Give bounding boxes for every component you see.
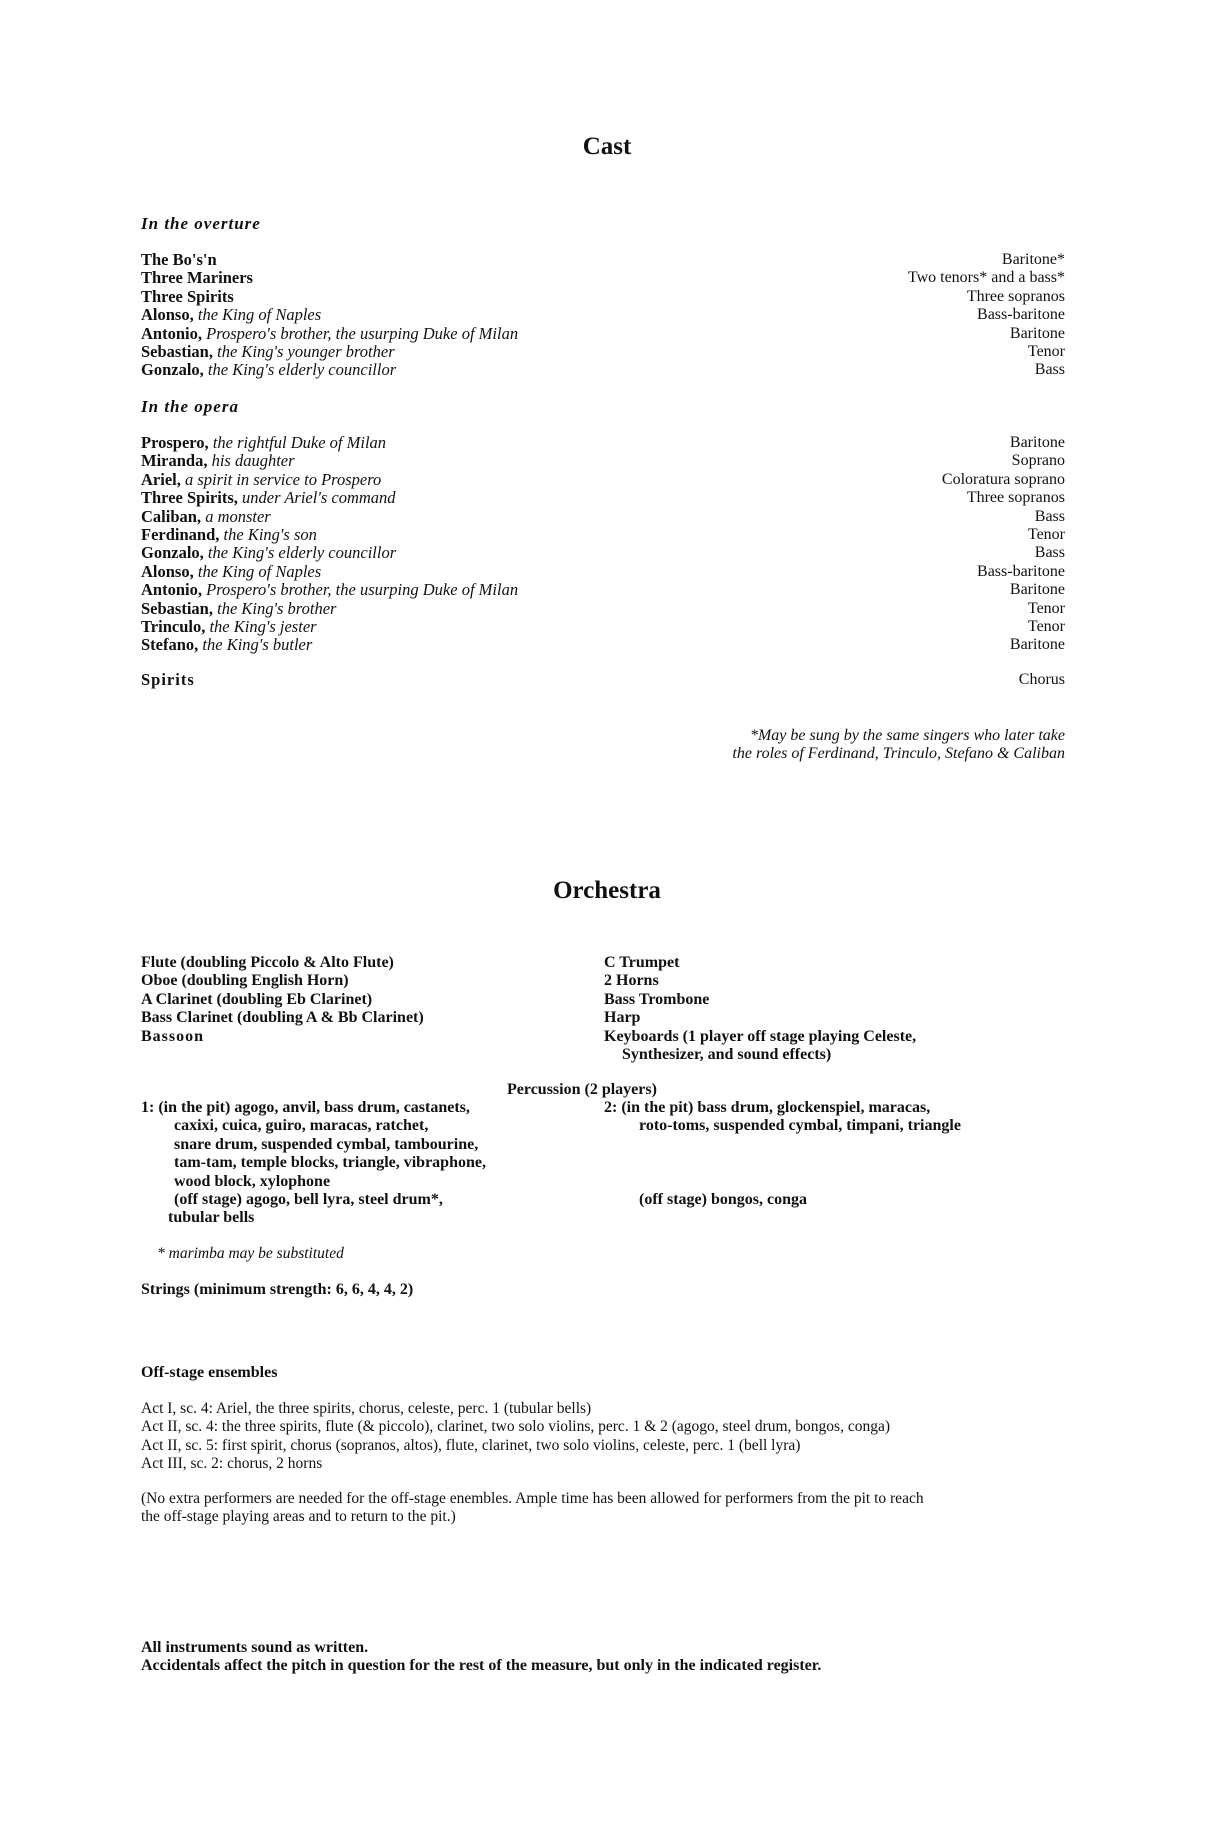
footer-notes [141, 1639, 821, 1676]
cast-row [141, 508, 1065, 526]
cast-footnote [565, 727, 1065, 764]
character-name: Three Spirits, [141, 488, 238, 508]
character-description: the King of Naples [197, 305, 322, 325]
voice-type: Three sopranos [966, 489, 1065, 507]
character-name: Sebastian, [141, 341, 213, 361]
offstage-line: Act II, sc. 4: the three spirits, flute (& piccolo), clarinet, two solo violins, perc. 1 & 2 (agogo, steel drum, bongos, conga) [141, 1418, 890, 1436]
strings-line: Strings (minimum strength: 6, 6, 4, 4, 2) [141, 1281, 414, 1298]
voice-type: Bass [1034, 507, 1065, 525]
cast-row [141, 618, 1065, 636]
percussion-line: tam-tam, temple blocks, triangle, vibraphone, [174, 1154, 486, 1172]
character-description: the King's younger brother [217, 341, 395, 361]
instrument-line: Keyboards (1 player off stage playing Celeste, [604, 1027, 917, 1045]
character-name: Gonzalo, [141, 360, 204, 380]
offstage-line: Act II, sc. 5: first spirit, chorus (sopranos, altos), flute, clarinet, two solo violins, celeste, perc. 1 (bell lyra) [141, 1436, 801, 1454]
cast-row [141, 325, 1065, 343]
voice-type: Tenor [1027, 599, 1065, 617]
percussion-line: caxixi, cuica, guiro, maracas, ratchet, [174, 1117, 429, 1135]
cast-row [141, 306, 1065, 324]
opera-cast-list [141, 434, 1065, 655]
character-name: Ariel, [141, 469, 181, 489]
cast-row [141, 288, 1065, 306]
cast-row [141, 343, 1065, 361]
percussion-2-offstage: (off stage) bongos, conga [639, 1191, 807, 1208]
character-description: the King's elderly councillor [207, 360, 397, 380]
character-name: Ferdinand, [141, 524, 220, 544]
offstage-line: Act I, sc. 4: Ariel, the three spirits, chorus, celeste, perc. 1 (tubular bells) [141, 1400, 592, 1417]
voice-type: Soprano [1011, 452, 1065, 470]
overture-label: In the overture [141, 214, 261, 233]
character-name: Alonso, [141, 305, 194, 325]
character-name: Trinculo, [141, 616, 206, 636]
character-description: a monster [205, 506, 271, 526]
instrument-line: Flute (doubling Piccolo & Alto Flute) [141, 954, 394, 971]
voice-type: Baritone [1009, 636, 1065, 654]
voice-type: Tenor [1027, 342, 1065, 360]
cast-row [141, 563, 1065, 581]
voice-type: Coloratura soprano [941, 470, 1065, 488]
brass-list [604, 954, 916, 1064]
percussion-1-list [141, 1099, 486, 1228]
cast-row [141, 471, 1065, 489]
character-name: Miranda, [141, 451, 208, 471]
opera-label: In the opera [141, 397, 239, 416]
voice-type: Tenor [1027, 525, 1065, 543]
character-name: Antonio, [141, 580, 202, 600]
voice-type: Baritone [1009, 324, 1065, 342]
voice-type: Two tenors* and a bass* [907, 269, 1065, 287]
cast-heading: Cast [582, 133, 632, 160]
voice-type: Baritone [1009, 434, 1065, 451]
cast-row [141, 251, 1065, 269]
cast-row [141, 361, 1065, 379]
footer-line: All instruments sound as written. [141, 1639, 369, 1656]
character-description: under Ariel's command [242, 488, 396, 508]
character-description: the King's elderly councillor [207, 543, 397, 563]
voice-type: Baritone [1009, 581, 1065, 599]
cast-row [141, 526, 1065, 544]
character-description: the rightful Duke of Milan [212, 433, 387, 452]
percussion-line: 2: (in the pit) bass drum, glockenspiel, maracas, [604, 1099, 931, 1116]
instrument-line: Oboe (doubling English Horn) [141, 972, 349, 990]
character-description: the King of Naples [197, 561, 322, 581]
voice-type: Bass [1034, 544, 1065, 562]
winds-list [141, 954, 424, 1046]
character-name: Stefano, [141, 635, 199, 655]
voice-type: Baritone* [1001, 251, 1065, 268]
character-name: Prospero, [141, 433, 209, 452]
footer-line: Accidentals affect the pitch in question for the rest of the measure, but only in the indicated register. [141, 1657, 822, 1675]
character-description: the King's brother [217, 598, 337, 618]
instrument-line: Bass Trombone [604, 990, 710, 1008]
character-name: The Bo's'n [141, 250, 217, 269]
offstage-line: Act III, sc. 2: chorus, 2 horns [141, 1455, 323, 1473]
cast-footnote-line: *May be sung by the same singers who later take [749, 727, 1065, 744]
orchestra-heading: Orchestra [553, 877, 661, 904]
character-name: Antonio, [141, 323, 202, 343]
offstage-note [141, 1490, 924, 1527]
voice-type: Bass [1034, 361, 1065, 379]
instrument-line: Synthesizer, and sound effects) [622, 1046, 832, 1064]
overture-cast-list [141, 251, 1065, 380]
character-name: Three Spirits [141, 286, 234, 306]
cast-row [141, 544, 1065, 562]
instrument-line: Bassoon [141, 1027, 205, 1045]
instrument-line: A Clarinet (doubling Eb Clarinet) [141, 990, 373, 1008]
character-description: Prospero's brother, the usurping Duke of Milan [206, 323, 519, 343]
instrument-line: C Trumpet [604, 954, 680, 971]
percussion-heading: Percussion (2 players) [507, 1081, 657, 1098]
character-description: Prospero's brother, the usurping Duke of Milan [206, 580, 519, 600]
character-description: the King's son [223, 524, 317, 544]
instrument-line: 2 Horns [604, 972, 659, 990]
cast-row [141, 636, 1065, 654]
character-description: his daughter [211, 451, 295, 471]
cast-row [141, 489, 1065, 507]
percussion-line: 1: (in the pit) agogo, anvil, bass drum, castanets, [141, 1099, 470, 1116]
character-name: Three Mariners [141, 268, 253, 288]
character-name: Gonzalo, [141, 543, 204, 563]
voice-type: Bass-baritone [977, 562, 1065, 580]
character-description: the King's jester [209, 616, 317, 636]
percussion-line: snare drum, suspended cymbal, tambourine, [174, 1135, 479, 1153]
cast-row [141, 269, 1065, 287]
cast-row [141, 581, 1065, 599]
character-name: Alonso, [141, 561, 194, 581]
percussion-line: (off stage) agogo, bell lyra, steel drum*, [174, 1191, 443, 1209]
voice-type: Bass-baritone [977, 306, 1065, 324]
spirits-row [141, 671, 1065, 689]
cast-row [141, 434, 1065, 452]
offstage-note-line: the off-stage playing areas and to return to the pit.) [141, 1508, 456, 1526]
character-description: a spirit in service to Prospero [184, 469, 382, 489]
character-description: the King's butler [202, 635, 313, 655]
offstage-note-line: (No extra performers are needed for the off-stage enembles. Ample time has been allowed for performers from the pit to reach [141, 1490, 924, 1507]
percussion-line: roto-toms, suspended cymbal, timpani, triangle [639, 1117, 961, 1135]
spirits-name: Spirits [141, 670, 195, 689]
character-name: Caliban, [141, 506, 202, 526]
spirits-voice: Chorus [1018, 671, 1065, 688]
voice-type: Three sopranos [966, 287, 1065, 305]
voice-type: Tenor [1027, 617, 1065, 635]
percussion-line: wood block, xylophone [174, 1172, 331, 1190]
cast-row [141, 452, 1065, 470]
percussion-2-list [604, 1099, 961, 1136]
offstage-list [141, 1400, 890, 1474]
character-name: Sebastian, [141, 598, 213, 618]
cast-row [141, 600, 1065, 618]
marimba-note: * marimba may be substituted [157, 1245, 344, 1262]
percussion-line: tubular bells [168, 1209, 255, 1227]
instrument-line: Harp [604, 1009, 641, 1027]
instrument-line: Bass Clarinet (doubling A & Bb Clarinet) [141, 1009, 424, 1027]
cast-footnote-line: the roles of Ferdinand, Trinculo, Stefano & Caliban [732, 745, 1065, 763]
offstage-heading: Off-stage ensembles [141, 1364, 278, 1381]
